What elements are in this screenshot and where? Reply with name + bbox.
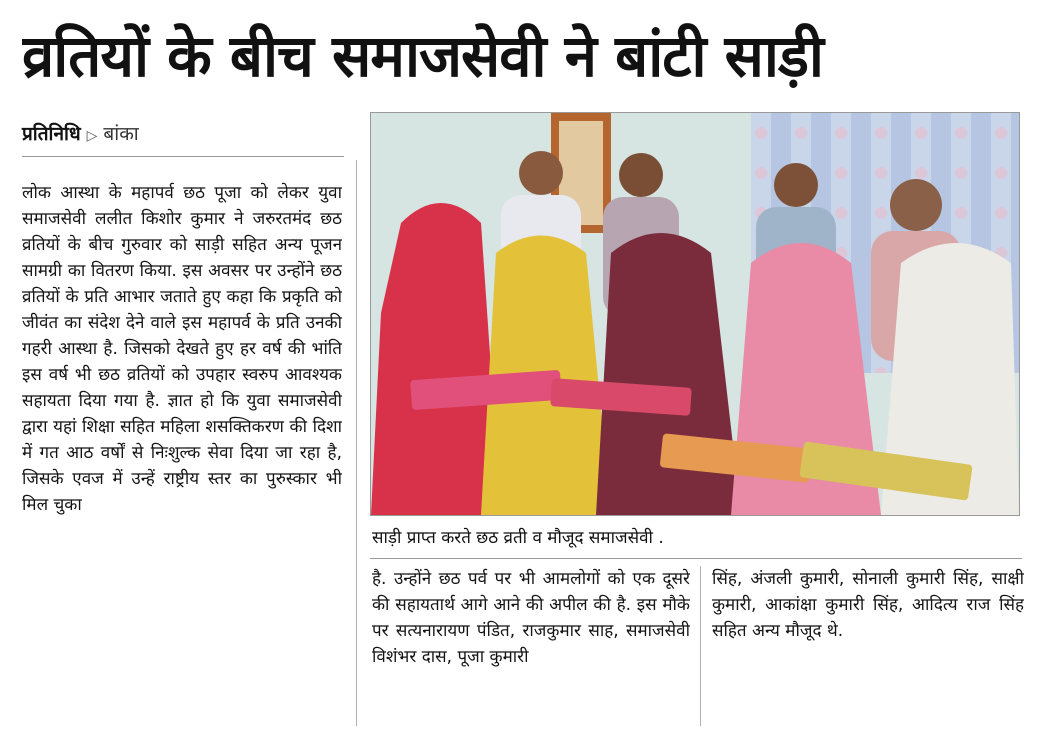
- article-column-3: सिंह, अंजली कुमारी, सोनाली कुमारी सिंह, साक्षी कुमारी, आकांक्षा कुमारी सिंह, आदित्य राज सिंह सहित अन्य मौजूद थे.: [712, 569, 1024, 641]
- column-divider-1: [356, 160, 357, 726]
- byline-place: बांका: [103, 123, 139, 145]
- byline-rule: [22, 156, 344, 157]
- article-column-1: लोक आस्था के महापर्व छठ पूजा को लेकर युवा समाजसेवी ललीत किशोर कुमार ने जरुरतमंद छठ व्रतियों के बीच गुरुवार को साड़ी सहित अन्य पूजन सामग्री का वितरण किया. इस अवसर पर उन्होंने छठ व्रतियों के प्रति आभार जताते हुए कहा कि प्रकृति को जीवंत का संदेश देने वाले इस महापर्व के प्रति उनकी गहरी आस्था है. जिसको देखते हुए हर वर्ष की भांति इस वर्ष भी छठ व्रतियों को उपहार स्वरुप आवश्यक सहायता दिया गया है. ज्ञात हो कि युवा समाजसेवी द्वारा यहां शिक्षा सहित महिला शसक्तिकरण की दिशा में गत आठ वर्षों से निःशुल्क सेवा दिया जा रहा है, जिसके एवज में उन्हें राष्ट्रीय स्तर का पुरुस्कार भी मिल चुका: [22, 183, 342, 515]
- photo-illustration: [371, 113, 1019, 515]
- byline-reporter: प्रतिनिधि: [22, 123, 81, 145]
- headline: व्रतियों के बीच समाजसेवी ने बांटी साड़ी: [22, 22, 823, 90]
- byline-arrow-icon: ▷: [86, 128, 98, 144]
- byline: [22, 120, 342, 148]
- column-divider-2: [700, 566, 701, 726]
- photo-caption: साड़ी प्राप्त करते छठ व्रती व मौजूद समाजसेवी .: [372, 528, 664, 548]
- caption-rule: [370, 558, 1022, 559]
- article-column-2: है. उन्होंने छठ पर्व पर भी आमलोगों को एक दूसरे की सहायतार्थ आगे आने की अपील की है. इस मौके पर सत्यनारायण पंडित, राजकुमार साह, समाजसेवी विशंभर दास, पूजा कुमारी: [372, 569, 690, 667]
- news-photo: [370, 112, 1020, 516]
